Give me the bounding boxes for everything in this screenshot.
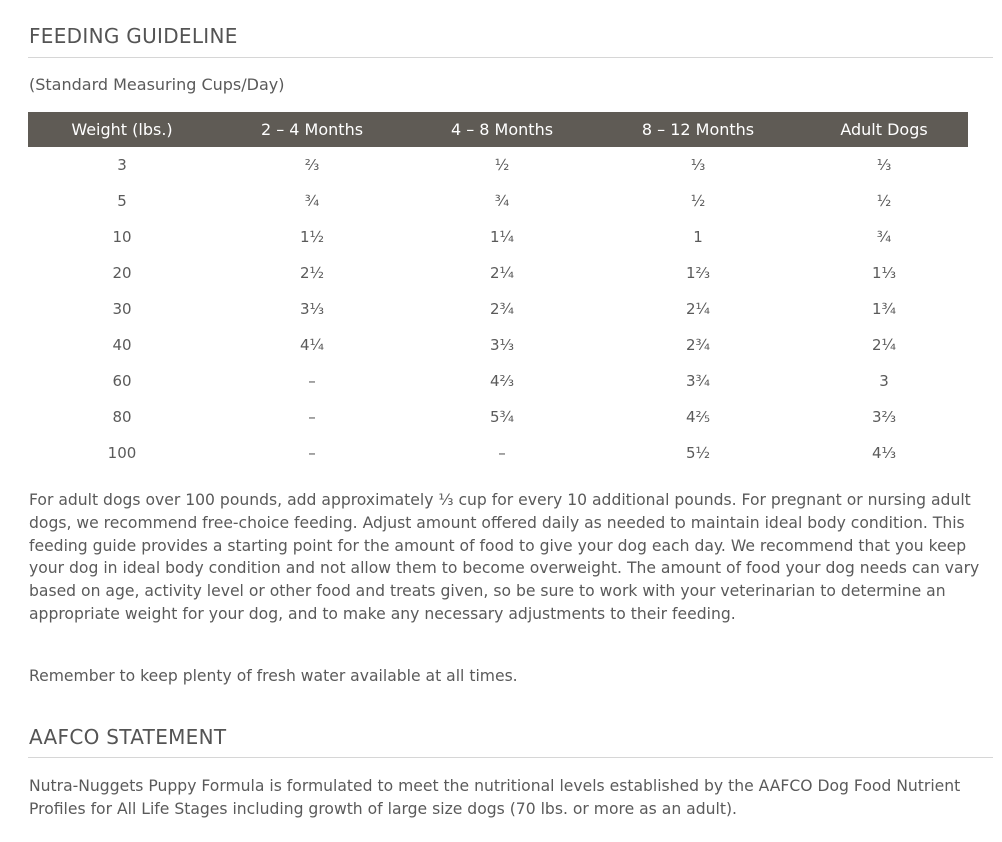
table-cell: 2¾	[685, 336, 711, 354]
table-cell: 5	[117, 192, 127, 210]
table-cell: 3⅓	[489, 336, 515, 354]
feeding-table	[28, 112, 968, 471]
table-cell: 3	[117, 156, 127, 174]
aafco-statement-text: Nutra-Nuggets Puppy Formula is formulated to meet the nutritional levels established by the AAFCO Dog Food Nutrient Profiles for All Life Stages including growth of large size dogs (70 lbs. or more as an adult).	[29, 777, 961, 818]
table-cell: –	[308, 444, 316, 462]
table-cell: 1⅓	[871, 264, 897, 282]
table-cell: 1	[693, 228, 703, 246]
table-cell: 3⅔	[871, 408, 897, 426]
table-cell: 2¼	[871, 336, 897, 354]
table-row	[28, 183, 968, 219]
table-cell: 4⅓	[871, 444, 897, 462]
table-cell: ¾	[494, 192, 510, 210]
table-row	[28, 291, 968, 327]
table-cell: 20	[112, 264, 132, 282]
table-row	[28, 255, 968, 291]
table-cell: –	[308, 408, 316, 426]
table-cell: 100	[107, 444, 137, 462]
table-cell: 60	[112, 372, 132, 390]
table-cell: 4⅖	[685, 408, 711, 426]
header-adult-dogs: Adult Dogs	[840, 120, 928, 139]
header-weight: Weight (lbs.)	[71, 120, 173, 139]
header-8-12-months: 8 – 12 Months	[641, 120, 755, 139]
table-cell: 2¼	[685, 300, 711, 318]
table-row	[28, 399, 968, 435]
table-cell: 1¾	[871, 300, 897, 318]
header-2-4-months: 2 – 4 Months	[260, 120, 364, 139]
table-cell: 80	[112, 408, 132, 426]
table-cell: 10	[112, 228, 132, 246]
table-cell: 3	[879, 372, 889, 390]
table-cell: ¾	[304, 192, 320, 210]
aafco-divider	[28, 757, 993, 758]
table-cell: –	[308, 372, 316, 390]
table-cell: 2¼	[489, 264, 515, 282]
table-subtitle: (Standard Measuring Cups/Day)	[29, 75, 285, 94]
table-cell: 5½	[685, 444, 711, 462]
table-cell: 2¾	[489, 300, 515, 318]
table-row	[28, 327, 968, 363]
table-cell: 3⅓	[299, 300, 325, 318]
table-cell: 1½	[299, 228, 325, 246]
table-cell: ⅔	[304, 156, 320, 174]
aafco-statement-title: AAFCO STATEMENT	[29, 725, 227, 749]
table-cell: 4⅔	[489, 372, 515, 390]
table-cell: 2½	[299, 264, 325, 282]
table-cell: ⅓	[876, 156, 892, 174]
table-cell: 1¼	[489, 228, 515, 246]
table-row	[28, 435, 968, 471]
table-cell: ½	[876, 192, 892, 210]
table-cell: 3¾	[685, 372, 711, 390]
header-4-8-months: 4 – 8 Months	[450, 120, 554, 139]
table-cell: –	[498, 444, 506, 462]
table-row	[28, 363, 968, 399]
table-cell: ⅓	[690, 156, 706, 174]
table-row	[28, 219, 968, 255]
table-cell: ½	[690, 192, 706, 210]
table-header-row	[28, 112, 968, 147]
table-cell: ¾	[876, 228, 892, 246]
table-cell: 30	[112, 300, 132, 318]
water-reminder: Remember to keep plenty of fresh water available at all times.	[29, 667, 518, 685]
table-row	[28, 147, 968, 183]
table-cell: 40	[112, 336, 132, 354]
title-divider	[28, 57, 993, 58]
table-cell: 5¾	[489, 408, 515, 426]
feeding-description: For adult dogs over 100 pounds, add approximately ⅓ cup for every 10 additional pounds. For pregnant or nursing adult dogs, we recommend free-choice feeding. Adjust amount offered daily as needed to maintain ideal body condition. This feeding guide provides a starting point for the amount of food to give your dog each day. We recommend that you keep your dog in ideal body condition and not allow them to become overweight. The amount of food your dog needs can vary based on age, activity level or other food and treats given, so be sure to work with your veterinarian to determine an appropriate weight for your dog, and to make any necessary adjustments to their feeding.	[29, 491, 980, 623]
feeding-guideline-title: FEEDING GUIDELINE	[29, 24, 238, 48]
table-cell: 1⅔	[685, 264, 711, 282]
table-cell: 4¼	[299, 336, 325, 354]
table-cell: ½	[494, 156, 510, 174]
